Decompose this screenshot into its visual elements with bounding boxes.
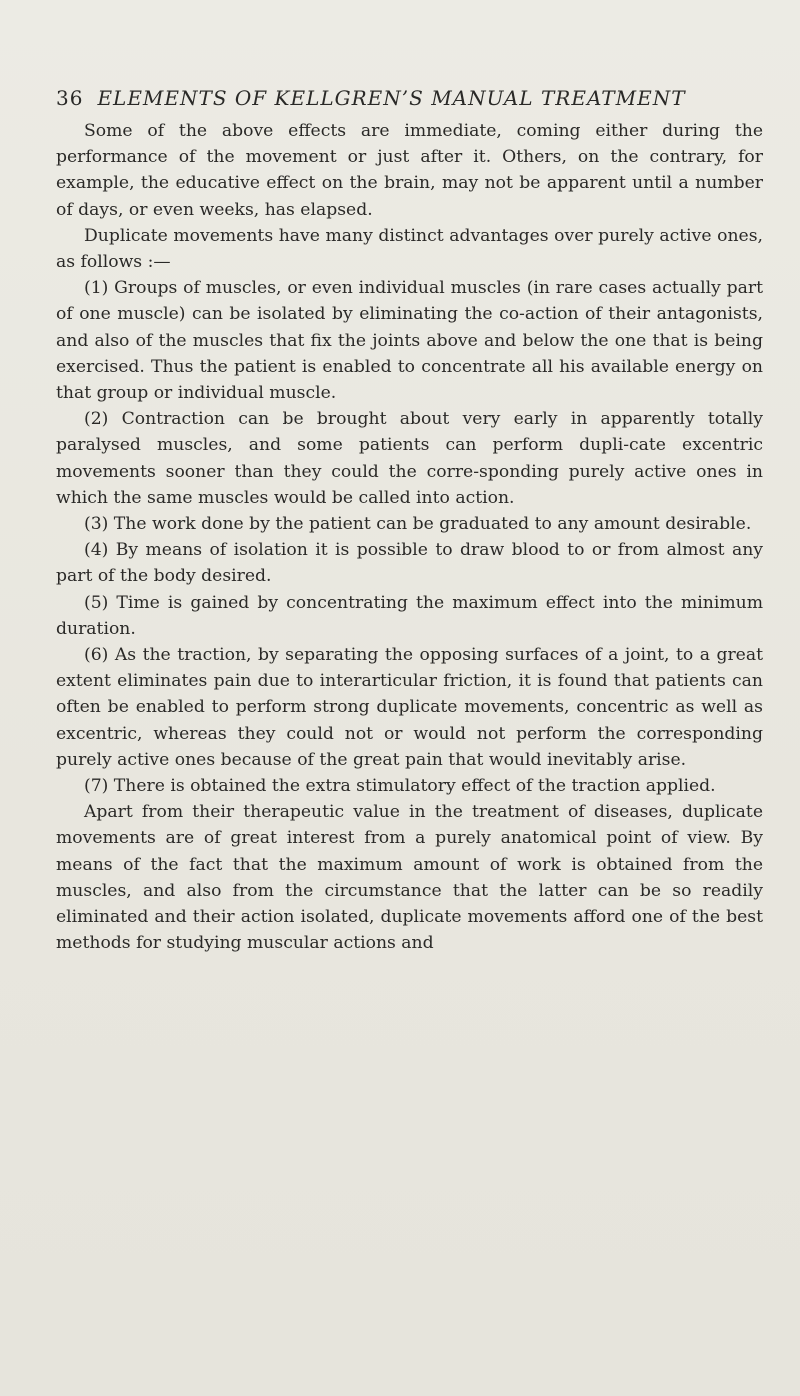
page-number: 36 (56, 86, 84, 110)
running-header (56, 86, 756, 110)
paragraph-point-1: (1) Groups of muscles, or even individual muscles (in rare cases actually part of one muscle) can be isolated by eliminating the co-action of their antagonists, and also of the muscles that fix the joints above and below the one that is being exercised. Thus the patient is enabled to concentrate all his available energy on that group or individual muscle. (56, 278, 763, 404)
running-title: ELEMENTS OF KELLGREN’S MANUAL TREATMENT (97, 86, 686, 110)
paragraph-point-6: (6) As the traction, by separating the opposing surfaces of a joint, to a great extent eliminates pain due to interarticular friction, it is found that patients can often be enabled to perform strong duplicate movements, concentric as well as excentric, whereas they could not or would not perform the corresponding purely active ones because of the great pain that would inevitably arise. (56, 645, 763, 770)
paragraph-advantages: Duplicate movements have many distinct advantages over purely active ones, as follows :— (56, 225, 763, 273)
paragraph-point-3: (3) The work done by the patient can be graduated to any amount desirable. (84, 514, 752, 535)
body-text (56, 118, 763, 957)
paragraph-intro: Some of the above effects are immediate, coming either during the performance of the movement or just after it. Others, on the contrary, for example, the educative effect on the brain, may not be apparent until a number of days, or even weeks, has elapsed. (56, 121, 763, 220)
paragraph-point-2: (2) Contraction can be brought about very early in apparently totally paralysed muscles, and some patients can perform dupli-cate excentric movements sooner than they could the corre-sponding purely active ones in which the same muscles would be called into action. (56, 409, 763, 508)
paragraph-apart: Apart from their therapeutic value in the treatment of diseases, duplicate movements are of great interest from a purely anatomical point of view. By means of the fact that the maximum amount of work is obtained from the muscles, and also from the circumstance that the latter can be so readily eliminated and their action isolated, duplicate movements afford one of the best methods for studying muscular actions and (56, 802, 763, 954)
paragraph-point-7: (7) There is obtained the extra stimulatory effect of the traction applied. (84, 776, 716, 797)
paragraph-point-5: (5) Time is gained by concentrating the maximum effect into the minimum duration. (56, 592, 763, 639)
paragraph-point-4: (4) By means of isolation it is possible to draw blood to or from almost any part of the body desired. (56, 540, 763, 587)
